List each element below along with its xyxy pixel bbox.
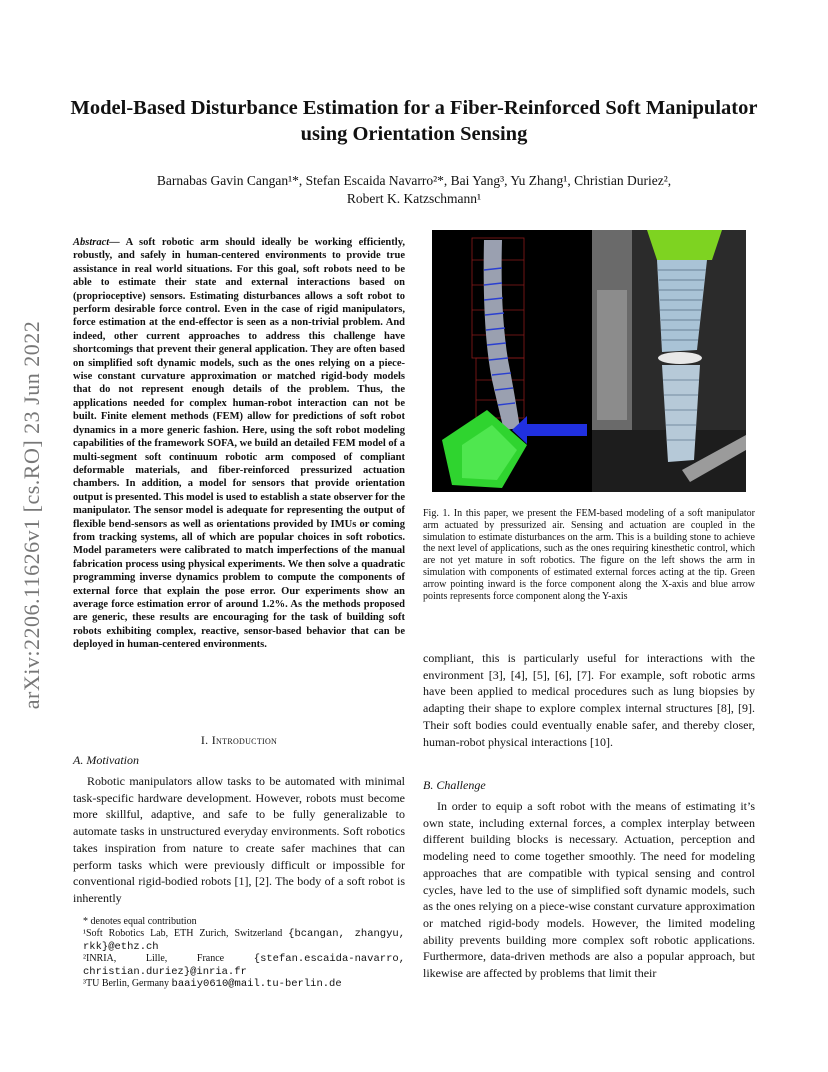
footnote-equal: * denotes equal contribution bbox=[83, 916, 197, 927]
motivation-paragraph: Robotic manipulators allow tasks to be automated with minimal task-specific hardware development. However, robots must become more skillful, adaptive, and safe to be fully generalizable to automate tasks in unstructured everyday environments. Soft robotics takes inspiration from nature to create safer machines that can perform tasks which were previously difficult or impossible for conventional rigid-bodied robots [1], [2]. The body of a soft robot is inherently bbox=[73, 774, 405, 905]
footnote-3: ³TU Berlin, Germany baaiy0610@mail.tu-berlin.de bbox=[83, 978, 342, 991]
abstract-label: Abstract bbox=[73, 237, 110, 248]
footnotes bbox=[73, 916, 405, 990]
abstract bbox=[73, 236, 405, 652]
challenge-paragraph: In order to equip a soft robot with the means of estimating it’s own state, including external forces, a complex interplay between different building blocks is necessary. Actuation, perception and modeling need to come together smoothly. The need for modeling approaches that are compatible with typical sensing and control cycles, have led to the use of simplified soft dynamic models, such as the ones relying on a piece-wise constant curvature approximation or matched rigid-body models. However, the limited modeling ability prevents building more complex soft robotic applications. Furthermore, data-driven methods are also a popular approach, but likewise are affected by problems that limit their bbox=[423, 799, 755, 981]
footnote-2: ²INRIA, Lille, France {stefan.escaida-navarro, christian.duriez}@inria.fr bbox=[83, 953, 405, 978]
green-mount bbox=[647, 230, 722, 260]
figure-1-caption: Fig. 1. In this paper, we present the FEM-based modeling of a soft manipulator arm actuated by pressurized air. Sensing and actuation are coupled in the simulation to estimate disturbances on the arm. This is a building stone to achieve the next level of applications, such as the ones requiring kinesthetic control, which are not yet mature in soft robotics. The figure on the left shows the arm in simulation with components of estimated external forces acting at the tip. Green arrow pointing inward is the force component along the X-axis and blue arrow points represents force component along the Y-axis bbox=[423, 508, 755, 602]
intro-continuation-paragraph: compliant, this is particularly useful for interactions with the environment [3], [4], [5], [6], [7]. For example, soft robotic arms have been applied to medical procedures such as lung biopsies by adapting their shape to explore complex internal structures [8], [9]. Their soft bodies could eventually enable safer, and thereby closer, human-robot physical interactions [10]. bbox=[423, 651, 755, 749]
authors-line-1: Barnabas Gavin Cangan¹*, Stefan Escaida Navarro²*, Bai Yang³, Yu Zhang¹, Christian Duriez², bbox=[156, 173, 672, 188]
abstract-text: — A soft robotic arm should ideally be working efficiently, robustly, and safely in human-centered environments to provide true assistance in real world situations. For this goal, soft robots need to be able to estimate their state and external interactions based on (proprioceptive) sensors. Estimating disturbances allows a soft robot to perform desirable force control. Even in the case of rigid manipulators, force estimation at the end-effector is seen as a non-trivial problem. And indeed, other current approaches to address this challenge have shortcomings that prevent their general application. They are often based on simplified soft dynamic models, such as the ones relying on a piece-wise constant curvature approximation or matched rigid-body models that do not represent enough details of the problem. Thus, the applications needed for complex human-robot interaction can not be built. Finite element methods (FEM) allow for predictions of soft robot dynamics in a more generic fashion. Here, using the soft robot modeling capabilities of the framework SOFA, we build an detailed FEM model of a multi-segment soft continuum robotic arm composed of compliant deformable materials, and fiber-reinforced pressurized actuation chambers. In addition, a model for sensors that provide orientation output is presented. This model is used to establish a state observer for the manipulator. The sensor model is adequate for representing the output of flexible bend-sensors as well as orientations provided by IMUs or coming from tracking systems, all of which are popular choices in soft robotics. Model parameters were calibrated to match imperfections of the manual fabrication process using physical experiments. We then solve a quadratic programming inverse dynamics problem to compute the components of external force that explain the pose error. Our experiments show an average force estimation error of around 1.2%. As the methods proposed are generic, these results are encouraging for the task of building soft robots exhibiting complex, reactive, sensor-based behavior that can be deployed in human-centered environments. bbox=[73, 237, 405, 651]
subsection-challenge: B. Challenge bbox=[423, 778, 486, 792]
subsection-motivation: A. Motivation bbox=[73, 753, 139, 767]
section-heading-introduction: I. Introduction bbox=[200, 733, 278, 747]
blue-force-arrow bbox=[527, 424, 587, 436]
figure-1-image bbox=[432, 230, 746, 492]
arxiv-identifier: arXiv:2206.11626v1 [cs.RO] 23 Jun 2022 bbox=[19, 320, 44, 710]
footnote-1: ¹Soft Robotics Lab, ETH Zurich, Switzerland {bcangan, zhangyu, rkk}@ethz.ch bbox=[83, 928, 405, 953]
author-list bbox=[90, 172, 738, 208]
paper-title: Model-Based Disturbance Estimation for a Fiber-Reinforced Soft Manipulator using Orientation Sensing bbox=[70, 97, 758, 145]
authors-line-2: Robert K. Katzschmann¹ bbox=[346, 191, 482, 206]
figure-1 bbox=[432, 230, 746, 492]
